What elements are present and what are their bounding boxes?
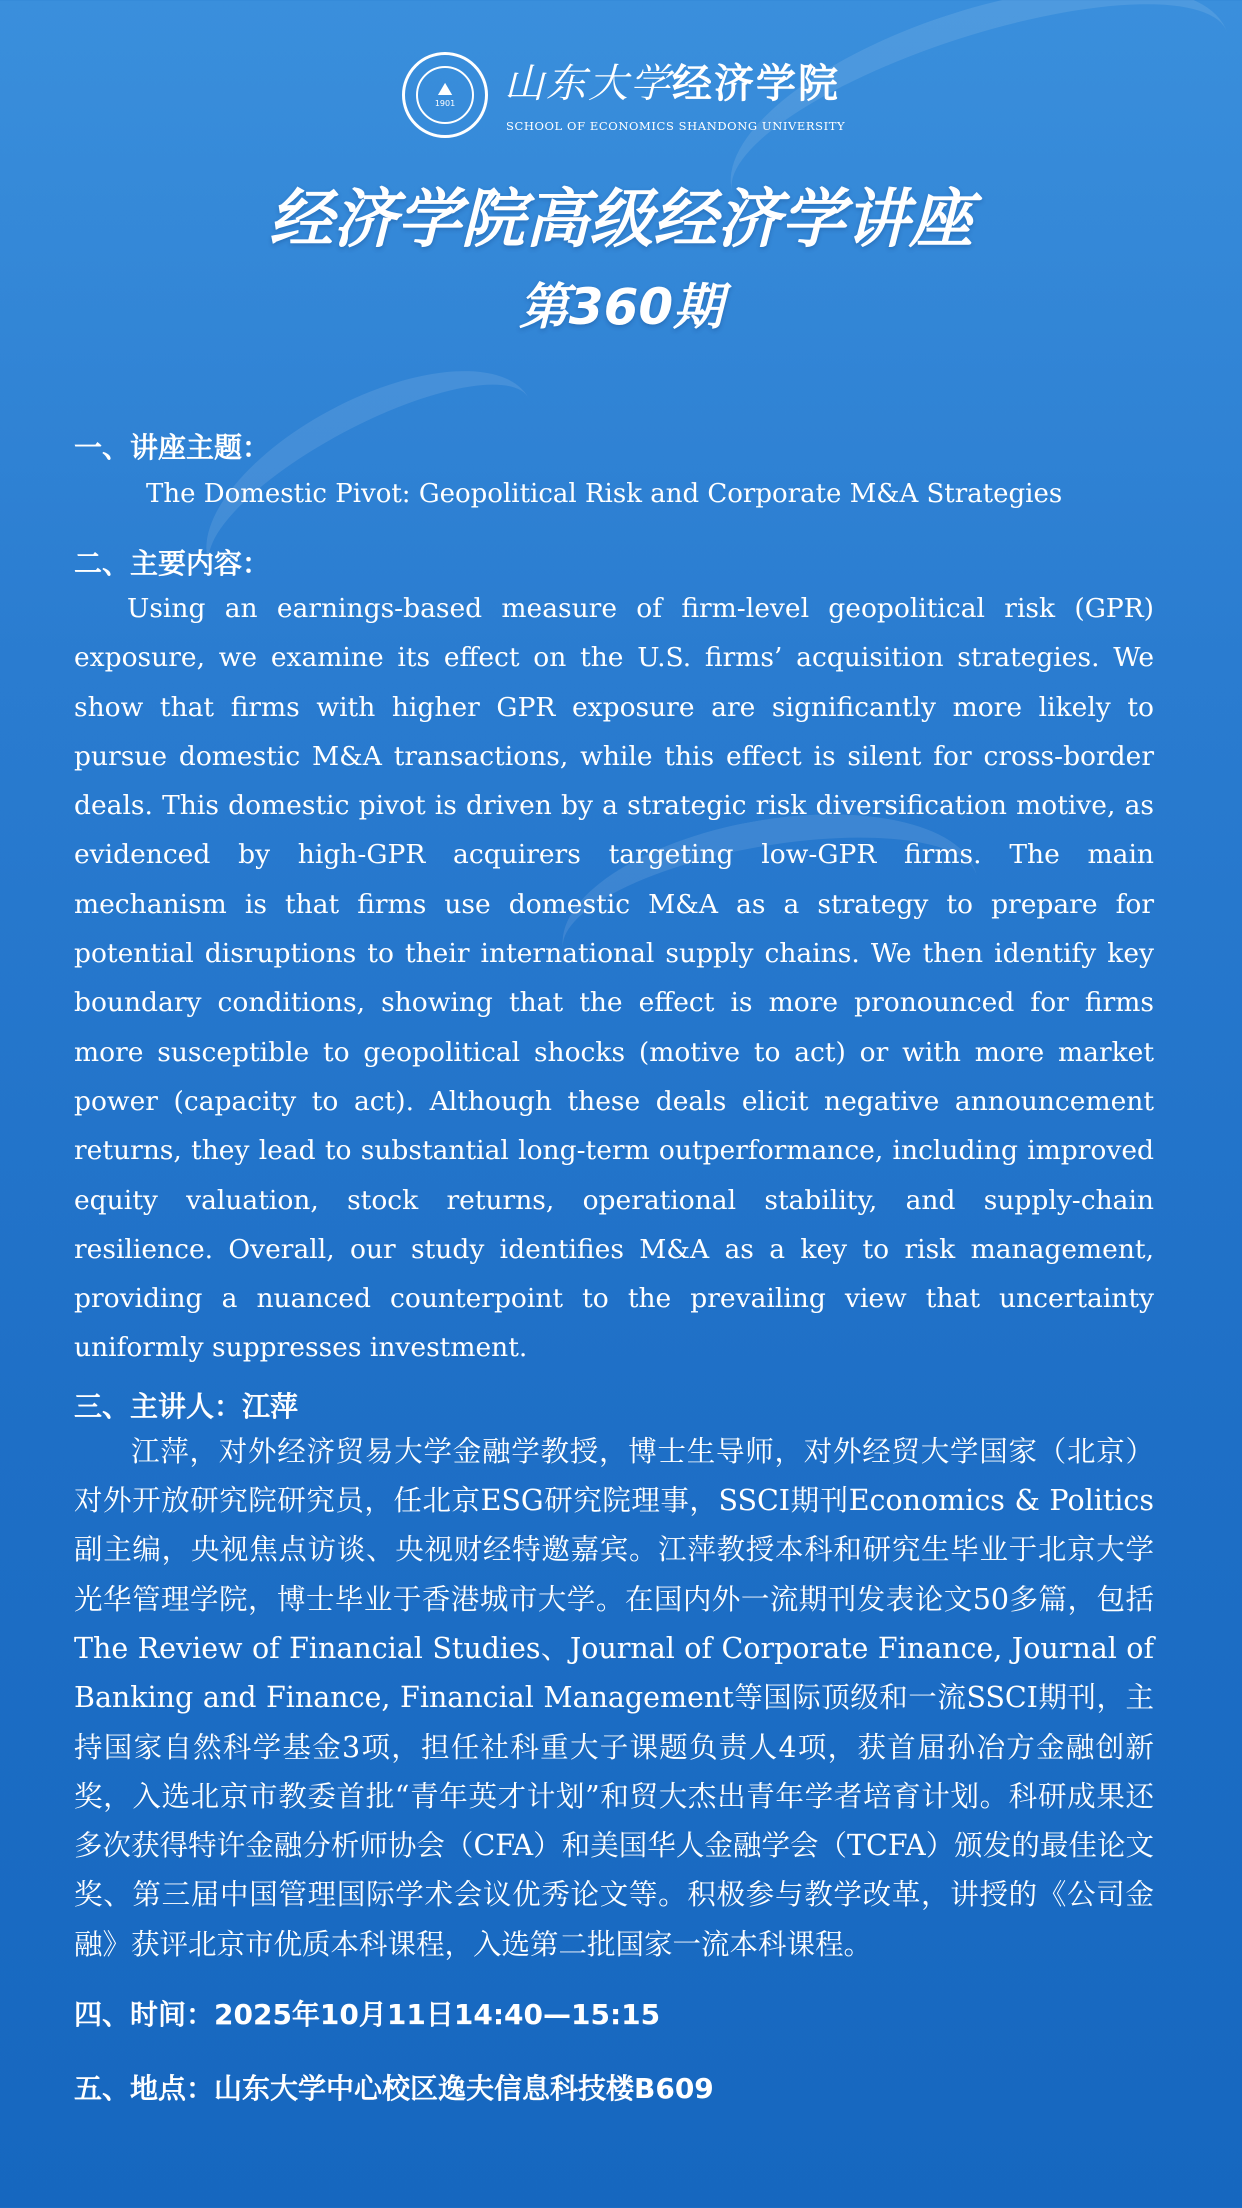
university-seal-icon <box>402 52 488 138</box>
mountain-icon: ⛰ <box>437 79 453 100</box>
speaker-heading: 三、主讲人：江萍 <box>74 1389 299 1423</box>
logo-calligraphy: 山东大学 <box>504 61 672 107</box>
logo-chinese-name <box>504 58 840 110</box>
topic-heading: 一、讲座主题： <box>74 431 271 464</box>
content-heading: 二、主要内容： <box>74 547 271 580</box>
venue-line: 五、地点：山东大学中心校区逸夫信息科技楼B609 <box>74 2072 714 2106</box>
lecture-details <box>74 428 1154 2109</box>
poster-title: 经济学院高级经济学讲座 <box>269 183 973 257</box>
university-logo <box>0 52 1242 142</box>
logo-english-name: SCHOOL OF ECONOMICS SHANDONG UNIVERSITY <box>506 119 846 133</box>
speaker-bio: 江萍，对外经济贸易大学金融学教授，博士生导师，对外经贸大学国家（北京）对外开放研究院研究员，任北京ESG研究院理事，SSCI期刊Economics & Politics副主编，央视焦点访谈、央视财经特邀嘉宾。江萍教授本科和研究生毕业于北京大学光华管理学院，博士毕业于香港城市大学。在国内外一流期刊发表论文50多篇，包括The Review of Financial Studies、Journal of Corporate Finance, Journal of Banking and Finance, Financial Management等国际顶级和一流SSCI期刊，主持国家自然科学基金3项，担任社科重大子课题负责人4项，获首届孙冶方金融创新奖，入选北京市教委首批“青年英才计划”和贸大杰出青年学者培育计划。科研成果还多次获得特许金融分析师协会（CFA）和美国华人金融学会（TCFA）颁发的最佳论文奖、第三届中国管理国际学术会议优秀论文等。积极参与教学改革，讲授的《公司金融》获评北京市优质本科课程，入选第二批国家一流本科课程。 <box>74 1434 1154 1961</box>
time-line: 四、时间：2025年10月11日14:40—15:15 <box>74 1998 661 2032</box>
poster-issue-number: 第360期 <box>518 278 724 336</box>
logo-school-name: 经济学院 <box>672 60 840 107</box>
topic-text: The Domestic Pivot: Geopolitical Risk and Corporate M&A Strategies <box>146 479 1063 509</box>
abstract-paragraph: Using an earnings-based measure of firm-level geopolitical risk (GPR) exposure, we examine its effect on the U.S. firms’ acquisition strategies. We show that firms with higher GPR exposure are significantly more likely to pursue domestic M&A transactions, while this effect is silent for cross-border deals. This domestic pivot is driven by a strategic risk diversification motive, as evidenced by high-GPR acquirers targeting low-GPR firms. The main mechanism is that firms use domestic M&A as a strategy to prepare for potential disruptions to their international supply chains. We then identify key boundary conditions, showing that the effect is more pronounced for firms more susceptible to geopolitical shocks (motive to act) or with more market power (capacity to act). Although these deals elicit negative announcement returns, they lead to substantial long-term outperformance, including improved equity valuation, stock returns, operational stability, and supply-chain resilience. Overall, our study identifies M&A as a key to risk management, providing a nuanced counterpoint to the prevailing view that uncertainty uniformly suppresses investment. <box>74 593 1154 1364</box>
seal-year: 1901 <box>434 99 456 108</box>
